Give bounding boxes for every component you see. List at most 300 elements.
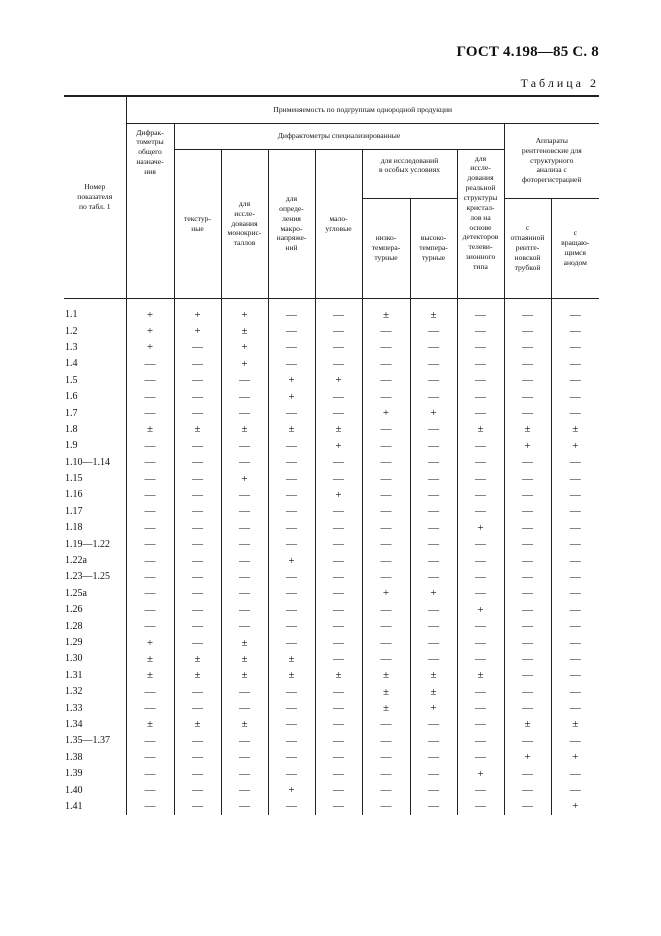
applicability-cell: — (174, 782, 221, 798)
table-row (64, 749, 599, 765)
applicability-cell: — (551, 618, 599, 634)
applicability-cell: — (457, 487, 504, 503)
applicability-cell: — (457, 700, 504, 716)
applicability-cell: ± (126, 421, 174, 437)
applicability-cell: — (504, 298, 551, 323)
applicability-cell: — (457, 298, 504, 323)
applicability-cell: — (504, 569, 551, 585)
applicability-cell: — (457, 552, 504, 568)
table-row (64, 700, 599, 716)
applicability-cell: — (551, 454, 599, 470)
applicability-cell: — (457, 438, 504, 454)
table-row (64, 405, 599, 421)
row-label: 1.31 (65, 669, 83, 681)
header-general-diffractometers: Дифрак- тометры общего назначе- ния (126, 123, 174, 298)
applicability-cell: — (268, 683, 315, 699)
applicability-cell: — (504, 782, 551, 798)
applicability-cell: — (268, 585, 315, 601)
table-row (64, 618, 599, 634)
applicability-cell: + (126, 634, 174, 650)
applicability-cell: — (315, 552, 362, 568)
applicability-cell: — (457, 569, 504, 585)
applicability-cell: — (221, 782, 268, 798)
applicability-cell: — (174, 569, 221, 585)
row-label: 1.33 (65, 702, 83, 714)
applicability-cell: — (221, 733, 268, 749)
applicability-cell: — (551, 323, 599, 339)
applicability-cell: — (362, 651, 410, 667)
row-label: 1.41 (65, 800, 83, 812)
applicability-cell: ± (268, 651, 315, 667)
row-label: 1.7 (65, 407, 78, 419)
applicability-cell: — (126, 454, 174, 470)
table-row (64, 765, 599, 781)
applicability-cell: — (457, 323, 504, 339)
table-row (64, 372, 599, 388)
applicability-cell: ± (362, 700, 410, 716)
applicability-cell: — (410, 602, 457, 618)
applicability-cell: — (362, 388, 410, 404)
applicability-cell: — (174, 618, 221, 634)
applicability-cell: + (221, 470, 268, 486)
applicability-cell: — (410, 388, 457, 404)
applicability-cell: — (315, 323, 362, 339)
table-row (64, 569, 599, 585)
applicability-cell: — (268, 470, 315, 486)
applicability-cell: + (504, 438, 551, 454)
row-label: 1.1 (65, 309, 78, 321)
table-row (64, 683, 599, 699)
applicability-cell: — (126, 569, 174, 585)
applicability-cell: — (268, 503, 315, 519)
applicability-cell: — (126, 405, 174, 421)
header-xray-apparatus: Аппараты рентгеновские для структурного анализа с фоторегистрацией (504, 123, 599, 198)
applicability-cell: + (315, 438, 362, 454)
applicability-cell: — (362, 569, 410, 585)
applicability-cell: — (457, 454, 504, 470)
row-label: 1.23—1.25 (65, 571, 110, 583)
applicability-cell: — (174, 470, 221, 486)
applicability-cell: — (315, 470, 362, 486)
applicability-cell: — (221, 454, 268, 470)
row-label: 1.40 (65, 784, 83, 796)
applicability-cell: — (126, 683, 174, 699)
applicability-cell: — (457, 651, 504, 667)
applicability-cell: — (362, 618, 410, 634)
table-row (64, 651, 599, 667)
applicability-cell: — (504, 454, 551, 470)
applicability-cell: ± (174, 421, 221, 437)
applicability-cell: — (126, 782, 174, 798)
applicability-cell: — (174, 585, 221, 601)
applicability-cell: — (410, 634, 457, 650)
table-row (64, 733, 599, 749)
applicability-cell: — (551, 569, 599, 585)
applicability-cell: + (504, 749, 551, 765)
applicability-cell: + (410, 405, 457, 421)
applicability-cell: — (551, 782, 599, 798)
applicability-cell: — (457, 733, 504, 749)
applicability-cell: — (457, 339, 504, 355)
applicability-cell: — (362, 470, 410, 486)
applicability-cell: — (221, 388, 268, 404)
row-label: 1.15 (65, 473, 83, 485)
applicability-cell: — (221, 520, 268, 536)
header-macrostress: для опреде- ления макро- напряже- ний (268, 149, 315, 298)
applicability-cell: — (126, 733, 174, 749)
applicability-cell: — (174, 339, 221, 355)
applicability-cell: — (268, 798, 315, 814)
applicability-cell: — (362, 356, 410, 372)
applicability-cell: — (221, 618, 268, 634)
row-label: 1.8 (65, 423, 78, 435)
applicability-cell: — (551, 339, 599, 355)
applicability-cell: ± (174, 651, 221, 667)
row-label: 1.35—1.37 (65, 735, 110, 747)
applicability-cell: — (268, 298, 315, 323)
row-label: 1.30 (65, 653, 83, 665)
applicability-cell: — (551, 634, 599, 650)
applicability-cell: — (174, 634, 221, 650)
applicability-cell: ± (504, 716, 551, 732)
applicability-cell: + (174, 323, 221, 339)
applicability-cell: — (174, 356, 221, 372)
row-label: 1.32 (65, 686, 83, 698)
row-label: 1.6 (65, 391, 78, 403)
applicability-cell: — (268, 356, 315, 372)
applicability-cell: — (221, 749, 268, 765)
applicability-cell: — (174, 733, 221, 749)
applicability-cell: — (551, 470, 599, 486)
applicability-cell: — (174, 454, 221, 470)
applicability-cell: — (504, 356, 551, 372)
applicability-cell: — (268, 487, 315, 503)
applicability-cell: — (126, 536, 174, 552)
applicability-cell: — (268, 749, 315, 765)
applicability-cell: — (457, 782, 504, 798)
applicability-cell: — (362, 798, 410, 814)
applicability-cell: — (174, 388, 221, 404)
applicability-cell: — (410, 536, 457, 552)
applicability-cell: — (504, 470, 551, 486)
applicability-cell: — (174, 700, 221, 716)
applicability-cell: — (268, 602, 315, 618)
applicability-cell: — (126, 372, 174, 388)
applicability-cell: ± (126, 667, 174, 683)
table-header (64, 96, 599, 298)
applicability-cell: — (410, 618, 457, 634)
applicability-cell: — (457, 798, 504, 814)
applicability-cell: — (504, 405, 551, 421)
table-row (64, 388, 599, 404)
applicability-cell: — (504, 765, 551, 781)
applicability-cell: + (362, 585, 410, 601)
applicability-cell: — (315, 569, 362, 585)
table-row (64, 552, 599, 568)
applicability-cell: — (410, 716, 457, 732)
applicability-cell: — (504, 733, 551, 749)
applicability-cell: — (457, 372, 504, 388)
applicability-cell: — (410, 749, 457, 765)
applicability-cell: — (551, 372, 599, 388)
applicability-cell: — (551, 733, 599, 749)
applicability-cell: — (410, 552, 457, 568)
applicability-cell: — (315, 388, 362, 404)
applicability-cell: — (504, 683, 551, 699)
applicability-cell: — (410, 470, 457, 486)
applicability-cell: ± (362, 298, 410, 323)
applicability-cell: — (362, 520, 410, 536)
applicability-cell: — (551, 683, 599, 699)
applicability-cell: — (457, 536, 504, 552)
applicability-cell: — (504, 667, 551, 683)
applicability-cell: ± (551, 421, 599, 437)
table-body (64, 298, 599, 815)
applicability-cell: — (551, 765, 599, 781)
header-special-conditions: для исследований в особых условиях (362, 149, 457, 198)
applicability-cell: — (457, 716, 504, 732)
row-label: 1.10—1.14 (65, 456, 110, 468)
applicability-cell: — (221, 798, 268, 814)
applicability-cell: — (362, 536, 410, 552)
applicability-cell: — (221, 602, 268, 618)
table-row (64, 798, 599, 814)
applicability-cell: — (410, 438, 457, 454)
applicability-cell: + (457, 602, 504, 618)
applicability-cell: — (551, 651, 599, 667)
applicability-cell: — (551, 700, 599, 716)
applicability-cell: — (362, 782, 410, 798)
row-label: 1.18 (65, 522, 83, 534)
header-low-temperature: низко- темпера- турные (362, 198, 410, 298)
table-row (64, 634, 599, 650)
applicability-cell: — (174, 536, 221, 552)
applicability-cell: — (174, 749, 221, 765)
table-row (64, 470, 599, 486)
applicability-cell: — (174, 487, 221, 503)
applicability-cell: — (410, 372, 457, 388)
applicability-cell: + (126, 323, 174, 339)
applicability-cell: — (457, 749, 504, 765)
applicability-cell: — (362, 749, 410, 765)
applicability-cell: — (221, 405, 268, 421)
applicability-cell: — (126, 388, 174, 404)
header-high-temperature: высоко- темпера- турные (410, 198, 457, 298)
applicability-cell: — (126, 356, 174, 372)
applicability-cell: ± (221, 651, 268, 667)
applicability-cell: — (174, 798, 221, 814)
applicability-cell: + (457, 520, 504, 536)
table-caption: Таблица 2 (520, 76, 599, 90)
applicability-cell: — (410, 503, 457, 519)
row-label: 1.9 (65, 440, 78, 452)
row-label: 1.25а (65, 587, 87, 599)
applicability-cell: — (268, 716, 315, 732)
applicability-cell: — (551, 667, 599, 683)
applicability-cell: ± (362, 683, 410, 699)
applicability-cell: — (315, 683, 362, 699)
applicability-cell: — (315, 618, 362, 634)
applicability-cell: — (126, 487, 174, 503)
applicability-cell: — (410, 782, 457, 798)
applicability-cell: — (551, 602, 599, 618)
applicability-cell: — (362, 765, 410, 781)
applicability-cell: — (315, 716, 362, 732)
applicability-cell: ± (315, 421, 362, 437)
applicability-cell: ± (315, 667, 362, 683)
applicability-cell: + (221, 298, 268, 323)
applicability-cell: — (126, 765, 174, 781)
applicability-cell: — (504, 372, 551, 388)
applicability-cell: — (457, 470, 504, 486)
applicability-cell: — (126, 585, 174, 601)
table-row (64, 356, 599, 372)
applicability-cell: — (410, 339, 457, 355)
applicability-cell: — (362, 339, 410, 355)
applicability-cell: ± (362, 667, 410, 683)
applicability-cell: — (221, 536, 268, 552)
applicability-cell: — (410, 356, 457, 372)
header-small-angle: мало- угловые (315, 149, 362, 298)
table-row (64, 438, 599, 454)
applicability-cell: ± (268, 667, 315, 683)
applicability-cell: — (315, 733, 362, 749)
applicability-cell: — (457, 585, 504, 601)
applicability-cell: — (268, 733, 315, 749)
applicability-cell: — (268, 323, 315, 339)
applicability-cell: + (410, 585, 457, 601)
applicability-cell: ± (221, 421, 268, 437)
applicability-cell: — (315, 602, 362, 618)
table-row (64, 585, 599, 601)
header-real-structure: для иссле- дования реальной структуры кристал- лов на основе детекторов телеви- зионного типа (457, 149, 504, 298)
applicability-cell: + (551, 438, 599, 454)
applicability-cell: — (457, 618, 504, 634)
applicability-cell: — (504, 651, 551, 667)
applicability-cell: ± (221, 716, 268, 732)
applicability-cell: — (315, 700, 362, 716)
applicability-cell: — (126, 798, 174, 814)
applicability-cell: + (126, 339, 174, 355)
applicability-cell: — (126, 438, 174, 454)
applicability-cell: — (551, 388, 599, 404)
applicability-cell: — (315, 765, 362, 781)
applicability-cell: — (221, 438, 268, 454)
applicability-cell: + (268, 388, 315, 404)
applicability-cell: — (504, 700, 551, 716)
applicability-cell: — (362, 372, 410, 388)
applicability-cell: — (174, 503, 221, 519)
row-label: 1.28 (65, 620, 83, 632)
applicability-cell: — (504, 503, 551, 519)
applicability-cell: — (221, 569, 268, 585)
applicability-cell: — (315, 798, 362, 814)
applicability-cell: — (362, 552, 410, 568)
applicability-cell: — (362, 487, 410, 503)
applicability-cell: — (126, 618, 174, 634)
applicability-cell: ± (410, 667, 457, 683)
row-label: 1.5 (65, 374, 78, 386)
applicability-cell: + (315, 372, 362, 388)
applicability-cell: — (410, 520, 457, 536)
applicability-cell: — (504, 323, 551, 339)
table-row (64, 782, 599, 798)
applicability-cell: — (457, 683, 504, 699)
table-row (64, 298, 599, 323)
row-label: 1.29 (65, 637, 83, 648)
applicability-cell: — (268, 634, 315, 650)
applicability-cell: — (268, 405, 315, 421)
applicability-cell: ± (126, 651, 174, 667)
applicability-cell: — (315, 454, 362, 470)
applicability-cell: — (410, 733, 457, 749)
applicability-cell: — (551, 487, 599, 503)
applicability-cell: — (315, 782, 362, 798)
applicability-cell: — (268, 618, 315, 634)
applicability-cell: — (315, 356, 362, 372)
applicability-cell: — (504, 634, 551, 650)
applicability-cell: — (410, 454, 457, 470)
applicability-cell: — (504, 487, 551, 503)
applicability-cell: — (315, 339, 362, 355)
row-label: 1.38 (65, 751, 83, 763)
applicability-cell: — (315, 651, 362, 667)
applicability-cell: + (221, 356, 268, 372)
applicability-cell: — (221, 372, 268, 388)
applicability-cell: — (410, 765, 457, 781)
row-label: 1.34 (65, 718, 83, 730)
applicability-cell: — (362, 503, 410, 519)
applicability-cell: — (315, 520, 362, 536)
applicability-cell: — (126, 700, 174, 716)
applicability-cell: — (221, 503, 268, 519)
applicability-cell: + (457, 765, 504, 781)
applicability-cell: — (268, 569, 315, 585)
applicability-cell: — (551, 585, 599, 601)
applicability-cell: — (504, 536, 551, 552)
row-label: 1.3 (65, 341, 78, 353)
table-row (64, 667, 599, 683)
header-top-group: Применяемость по подгруппам однородной продукции (126, 96, 599, 123)
applicability-cell: + (174, 298, 221, 323)
applicability-cell: — (362, 716, 410, 732)
row-label: 1.16 (65, 489, 83, 501)
applicability-cell: — (126, 470, 174, 486)
applicability-cell: ± (457, 667, 504, 683)
row-label-header: Номер показателя по табл. 1 (64, 96, 126, 298)
applicability-cell: — (221, 552, 268, 568)
applicability-cell: — (315, 585, 362, 601)
table-row (64, 487, 599, 503)
applicability-cell: — (504, 602, 551, 618)
applicability-cell: — (410, 798, 457, 814)
applicability-cell: — (174, 438, 221, 454)
applicability-cell: — (315, 503, 362, 519)
row-label: 1.39 (65, 768, 83, 780)
table-row (64, 716, 599, 732)
applicability-cell: + (315, 487, 362, 503)
applicability-cell: — (315, 298, 362, 323)
header-sealed-tube: с отпаянной рентге- новской трубкой (504, 198, 551, 298)
applicability-cell: — (457, 503, 504, 519)
applicability-cell: + (362, 405, 410, 421)
applicability-cell: — (268, 536, 315, 552)
header-specialized-diffractometers: Дифрактометры специализированные (174, 123, 504, 149)
applicability-cell: — (504, 388, 551, 404)
applicability-cell: — (504, 339, 551, 355)
applicability-cell: — (268, 454, 315, 470)
applicability-cell: — (174, 602, 221, 618)
